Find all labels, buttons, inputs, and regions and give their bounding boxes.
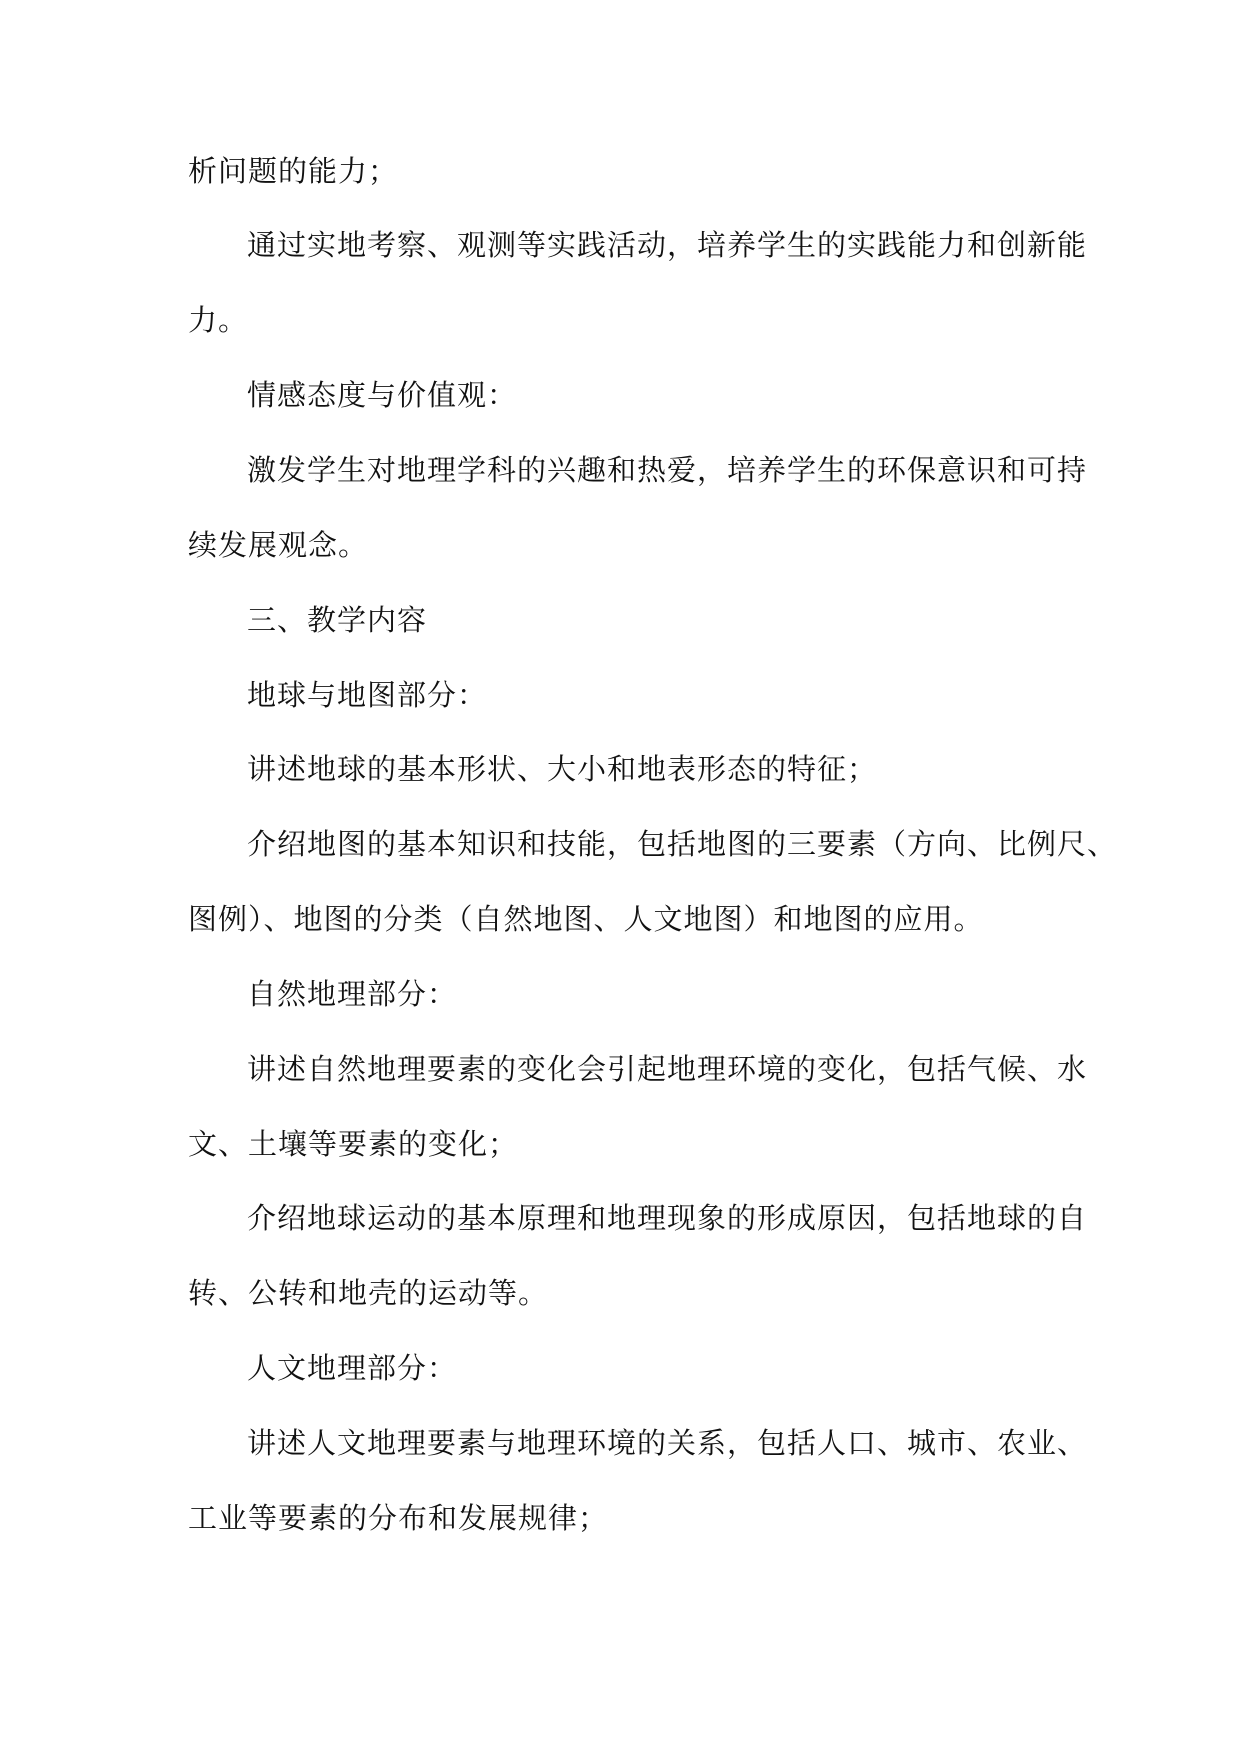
text-line: 工业等要素的分布和发展规律； — [188, 1501, 609, 1535]
text-line: 讲述地球的基本形状、大小和地表形态的特征； — [247, 752, 878, 786]
section-subheading: 人文地理部分： — [247, 1351, 458, 1385]
text-line: 介绍地球运动的基本原理和地理现象的形成原因，包括地球的自 — [247, 1201, 1088, 1235]
text-line: 析问题的能力； — [188, 154, 399, 188]
text-line: 介绍地图的基本知识和技能，包括地图的三要素（方向、比例尺、 — [247, 827, 1118, 861]
section-subheading: 情感态度与价值观： — [247, 378, 518, 412]
text-line: 文、土壤等要素的变化； — [188, 1127, 519, 1161]
section-subheading: 地球与地图部分： — [247, 678, 488, 712]
text-line: 图例）、地图的分类（自然地图、人文地图）和地图的应用。 — [188, 902, 984, 936]
section-subheading: 自然地理部分： — [247, 977, 458, 1011]
text-line: 转、公转和地壳的运动等。 — [188, 1276, 549, 1310]
text-line: 通过实地考察、观测等实践活动，培养学生的实践能力和创新能 — [247, 228, 1088, 262]
text-line: 激发学生对地理学科的兴趣和热爱，培养学生的环保意识和可持 — [247, 453, 1088, 487]
text-line: 力。 — [188, 303, 249, 337]
text-line: 讲述自然地理要素的变化会引起地理环境的变化，包括气候、水 — [247, 1052, 1088, 1086]
text-line: 续发展观念。 — [188, 528, 369, 562]
section-heading: 三、教学内容 — [247, 603, 428, 637]
text-line: 讲述人文地理要素与地理环境的关系，包括人口、城市、农业、 — [247, 1426, 1088, 1460]
